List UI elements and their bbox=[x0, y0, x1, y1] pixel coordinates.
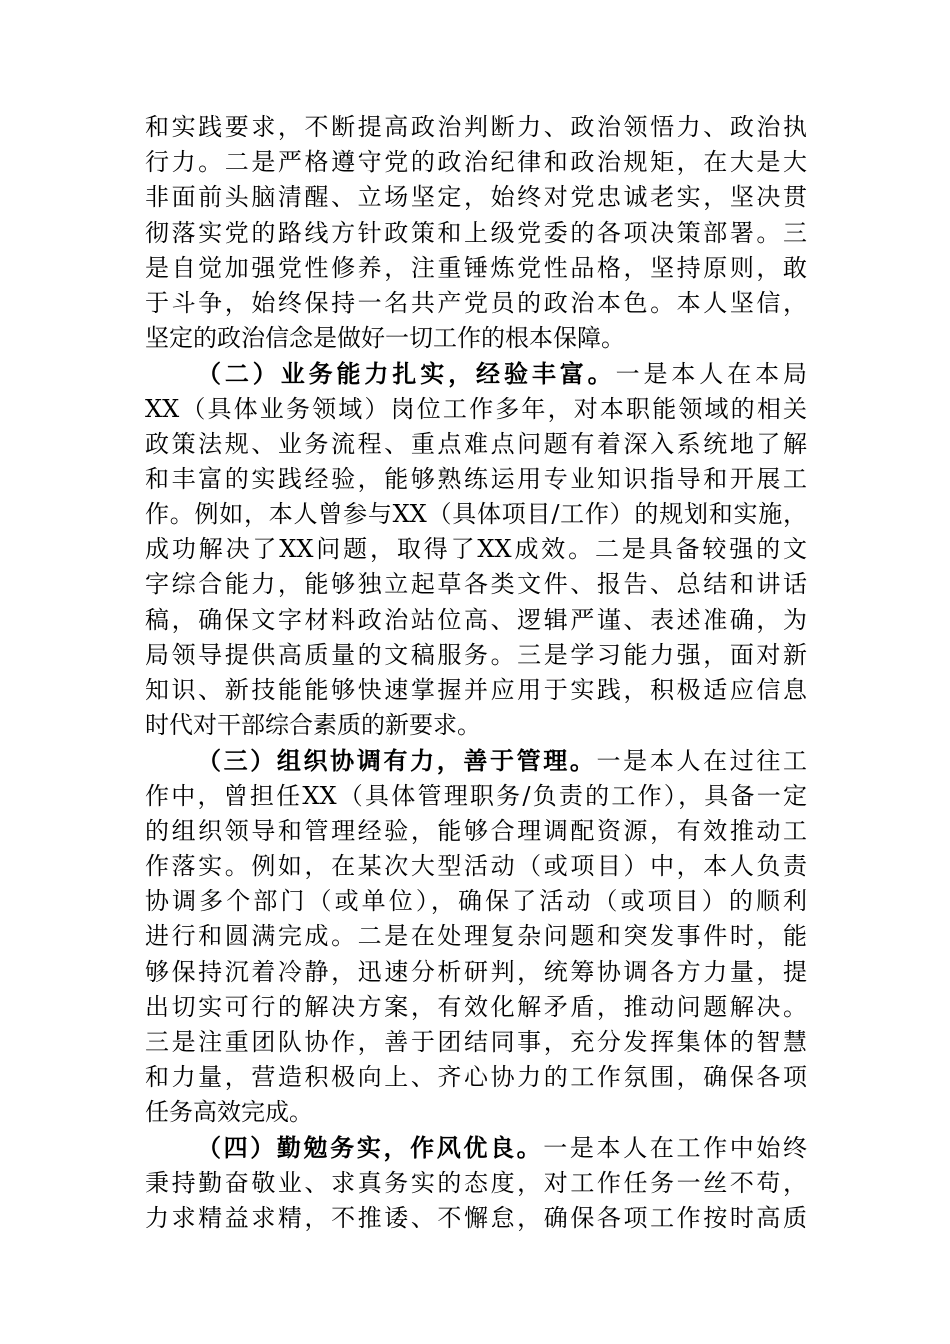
text-line bbox=[145, 779, 807, 814]
text-line bbox=[145, 532, 807, 567]
text-line bbox=[145, 1060, 807, 1095]
section-heading: （三）组织协调有力，善于管理。 bbox=[197, 746, 597, 776]
section-heading: （二）业务能力扎实，经验丰富。 bbox=[197, 359, 616, 389]
text-line bbox=[145, 567, 807, 602]
line-text: 作中，曾担任XX（具体管理职务/负责的工作），具备一定 bbox=[145, 781, 807, 810]
line-text: 彻落实党的路线方针政策和上级党委的各项决策部署。三 bbox=[145, 218, 807, 247]
line-text: 一是本人在工作中始终 bbox=[543, 1134, 808, 1163]
line-text: 作。例如，本人曾参与XX（具体项目/工作）的规划和实施， bbox=[145, 500, 807, 529]
text-line bbox=[145, 110, 807, 145]
line-text: 局领导提供高质量的文稿服务。三是学习能力强，面对新 bbox=[145, 640, 807, 669]
line-text: 和实践要求，不断提高政治判断力、政治领悟力、政治执 bbox=[145, 113, 807, 141]
text-line bbox=[145, 603, 807, 638]
line-text: 进行和圆满完成。二是在处理复杂问题和突发事件时，能 bbox=[145, 922, 807, 951]
text-line bbox=[145, 392, 807, 427]
line-text: 一是本人在本局 bbox=[615, 360, 808, 389]
text-line bbox=[145, 321, 807, 356]
line-text: 出切实可行的解决方案，有效化解矛盾，推动问题解决。 bbox=[145, 992, 807, 1021]
text-line bbox=[145, 286, 807, 321]
line-text: 作落实。例如，在某次大型活动（或项目）中，本人负责 bbox=[145, 851, 807, 880]
line-text: 知识、新技能能够快速掌握并应用于实践，积极适应信息 bbox=[145, 676, 807, 704]
text-line bbox=[145, 849, 807, 884]
text-line bbox=[145, 427, 807, 462]
line-text: 于斗争，始终保持一名共产党员的政治本色。本人坚信， bbox=[145, 288, 807, 317]
text-line bbox=[145, 216, 807, 251]
text-line bbox=[145, 1166, 807, 1201]
text-line bbox=[145, 814, 807, 849]
line-text: 够保持沉着冷静，迅速分析研判，统筹协调各方力量，提 bbox=[145, 957, 807, 986]
text-line bbox=[145, 251, 807, 286]
line-text: 非面前头脑清醒、立场坚定，始终对党忠诚老实，坚决贯 bbox=[145, 183, 807, 212]
paragraph bbox=[145, 743, 807, 1130]
line-text: 协调多个部门（或单位），确保了活动（或项目）的顺利 bbox=[145, 887, 807, 916]
text-line bbox=[145, 1130, 807, 1165]
line-text: 和力量，营造积极向上、齐心协力的工作氛围，确保各项 bbox=[145, 1063, 807, 1092]
text-line bbox=[145, 1201, 807, 1236]
text-line bbox=[145, 638, 807, 673]
line-text: 的组织领导和管理经验，能够合理调配资源，有效推动工 bbox=[145, 816, 807, 845]
section-heading: （四）勤勉务实，作风优良。 bbox=[197, 1133, 544, 1163]
line-text: 行力。二是严格遵守党的政治纪律和政治规矩，在大是大 bbox=[145, 148, 807, 177]
text-line bbox=[145, 673, 807, 708]
line-text: 时代对干部综合素质的新要求。 bbox=[145, 711, 481, 740]
text-line bbox=[145, 356, 807, 391]
paragraph bbox=[145, 110, 807, 356]
text-line bbox=[145, 955, 807, 990]
text-line bbox=[145, 145, 807, 180]
text-line bbox=[145, 1095, 807, 1130]
line-text: 成功解决了XX问题，取得了XX成效。二是具备较强的文 bbox=[145, 535, 807, 564]
line-text: 政策法规、业务流程、重点难点问题有着深入系统地了解 bbox=[145, 429, 807, 458]
text-line bbox=[145, 708, 807, 743]
text-line bbox=[145, 180, 807, 215]
text-line bbox=[145, 884, 807, 919]
paragraph bbox=[145, 1130, 807, 1236]
text-line bbox=[145, 1025, 807, 1060]
line-text: 和丰富的实践经验，能够熟练运用专业知识指导和开展工 bbox=[145, 464, 807, 493]
line-text: 任务高效完成。 bbox=[145, 1098, 313, 1127]
line-text: 是自觉加强党性修养，注重锤炼党性品格，坚持原则，敢 bbox=[145, 253, 807, 282]
text-line bbox=[145, 990, 807, 1025]
document-page bbox=[145, 110, 807, 1236]
text-line bbox=[145, 497, 807, 532]
line-text: 一是本人在过往工 bbox=[596, 747, 808, 776]
line-text: 坚定的政治信念是做好一切工作的根本保障。 bbox=[145, 324, 625, 353]
line-text: 力求精益求精，不推诿、不懈怠，确保各项工作按时高质 bbox=[145, 1203, 807, 1232]
text-line bbox=[145, 462, 807, 497]
paragraph bbox=[145, 356, 807, 743]
line-text: 稿，确保文字材料政治站位高、逻辑严谨、表述准确，为 bbox=[145, 605, 807, 634]
text-line bbox=[145, 743, 807, 778]
line-text: 三是注重团队协作，善于团结同事，充分发挥集体的智慧 bbox=[145, 1027, 807, 1056]
text-line bbox=[145, 919, 807, 954]
line-text: 字综合能力，能够独立起草各类文件、报告、总结和讲话 bbox=[145, 570, 807, 599]
line-text: 秉持勤奋敬业、求真务实的态度，对工作任务一丝不苟， bbox=[145, 1168, 807, 1197]
line-text: XX（具体业务领域）岗位工作多年，对本职能领域的相关 bbox=[145, 394, 807, 423]
